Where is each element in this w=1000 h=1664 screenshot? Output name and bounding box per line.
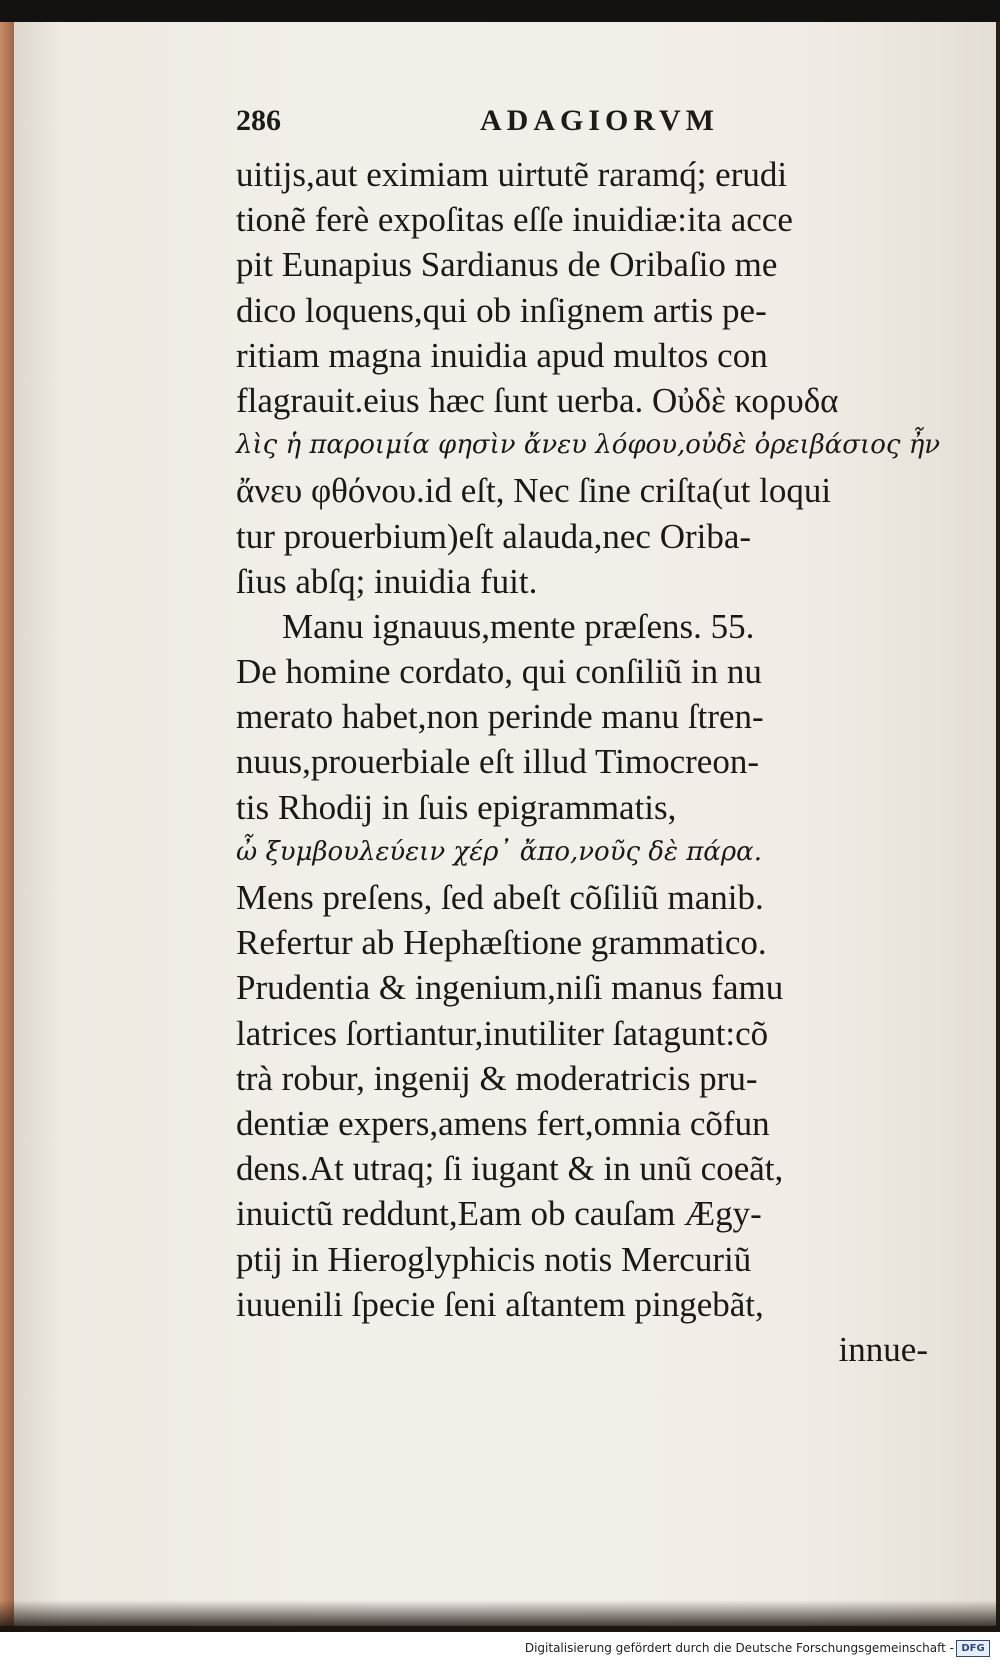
text-line: ritiam magna inuidia apud multos con xyxy=(236,335,768,375)
digitization-footer xyxy=(0,1632,1000,1664)
catchword: innue- xyxy=(838,1329,928,1369)
text-line: tis Rhodij in ſuis epigrammatis, xyxy=(236,787,677,827)
text-line: merato habet,non perinde manu ſtren- xyxy=(236,697,764,737)
text-line: latrices ſortiantur,inutiliter ſatagunt:cõ xyxy=(236,1013,769,1053)
dfg-logo: DFG xyxy=(956,1640,990,1657)
body-text xyxy=(236,152,941,1372)
text-line: flagrauit.eius hæc ſunt uerba. Οὐδὲ κορυδα xyxy=(236,380,839,420)
text-line: trà robur, ingenij & moderatricis pru- xyxy=(236,1058,758,1098)
greek-line: λὶς ἡ παροιμία φησὶν ἄνευ λόφου,οὐδὲ ὀρειβάσιος ἦν xyxy=(236,430,941,461)
top-border xyxy=(0,0,1000,22)
funding-credit: Digitalisierung gefördert durch die Deutsche Forschungsgemeinschaft - xyxy=(524,1641,954,1655)
text-line: Mens preſens, ſed abeſt cõſiliũ manib. xyxy=(236,878,764,917)
text-line: pit Eunapius Sardianus de Oribaſio me xyxy=(236,245,778,285)
text-line: iuuenili ſpecie ſeni aſtantem pingebãt, xyxy=(236,1284,764,1324)
adage-heading: Manu ignauus,mente præſens. 55. xyxy=(282,606,755,646)
page-edge xyxy=(0,22,14,1626)
page-number: 286 xyxy=(236,104,281,137)
text-line: dens.At utraq; ſi iugant & in unũ coeãt, xyxy=(236,1149,784,1189)
text-line: ptij in Hieroglyphicis notis Mercuriũ xyxy=(236,1239,752,1279)
text-line: ſius abſq; inuidia fuit. xyxy=(236,561,538,601)
text-line: ἄνευ φθόνου.id eſt, Nec ſine criſta(ut loqui xyxy=(236,471,832,511)
text-line: tur prouerbium)eſt alauda,nec Oriba- xyxy=(236,516,752,556)
text-line: inuictũ reddunt,Eam ob cauſam Ægy- xyxy=(236,1194,762,1234)
running-title: ADAGIORVM xyxy=(480,104,719,137)
text-line: uitijs,aut eximiam uirtutẽ raramq́; erudi xyxy=(236,155,788,194)
text-line: dentiæ expers,amens fert,omnia cõfun xyxy=(236,1103,770,1143)
text-line: Refertur ab Hephæſtione grammatico. xyxy=(236,923,767,963)
text-line: Prudentia & ingenium,niſi manus famu xyxy=(236,968,784,1008)
text-line: tionẽ ferè expoſitas eſſe inuidiæ:ita acce xyxy=(236,200,793,240)
bottom-shadow xyxy=(0,1600,1000,1632)
greek-line: ὦ ξυμβουλεύειν χέρ᾽ ἄπο,νοῦς δὲ πάρα. xyxy=(236,836,762,867)
text-line: De homine cordato, qui conſiliũ in nu xyxy=(236,652,762,692)
text-line: dico loquens,qui ob inſignem artis pe- xyxy=(236,290,767,330)
running-head xyxy=(236,104,926,150)
text-line: nuus,prouerbiale eſt illud Timocreon- xyxy=(236,742,759,782)
